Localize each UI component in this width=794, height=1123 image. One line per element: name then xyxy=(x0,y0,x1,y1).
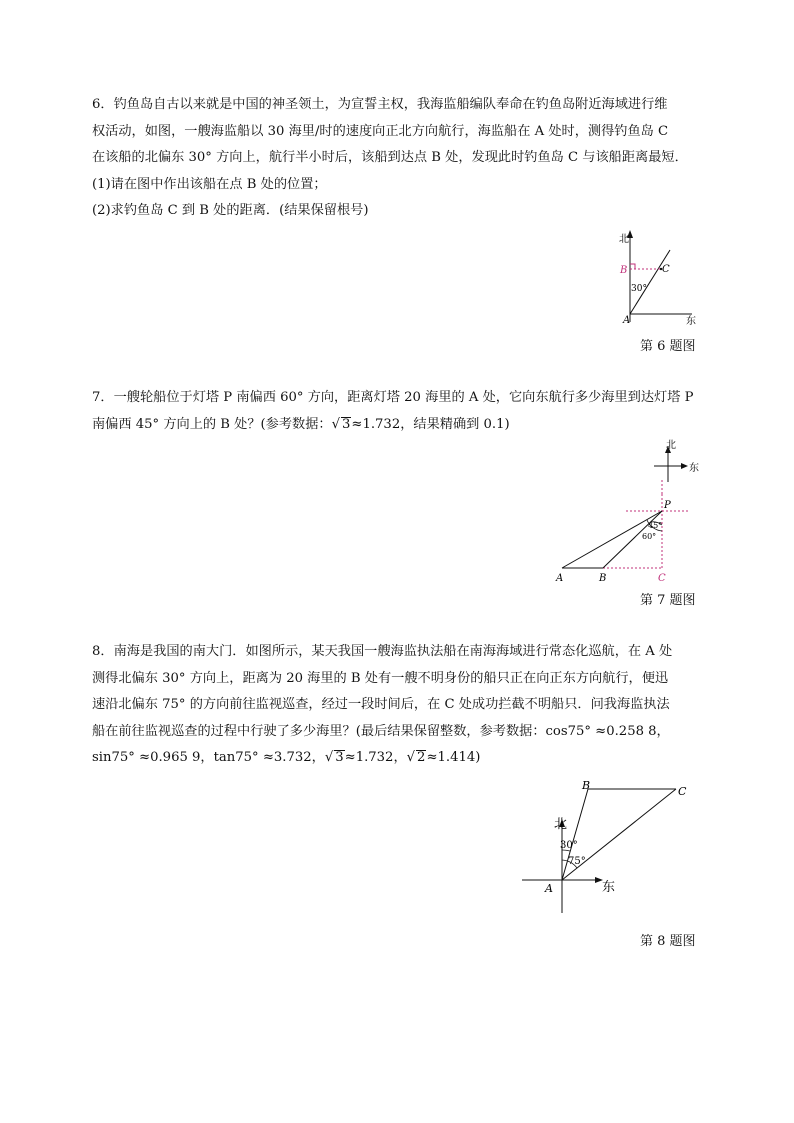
q8-line-5 xyxy=(92,745,704,772)
q7-radicand: 3 xyxy=(342,416,351,432)
q8-line-3: 速沿北偏东 75° 的方向前往监视巡查，经过一段时间后，在 C 处成功拦截不明船只．问我海监执法 xyxy=(92,697,670,712)
q6-figure xyxy=(618,228,708,328)
q6-angle-label: 30° xyxy=(631,284,647,294)
question-7-text xyxy=(92,385,704,438)
q7-label-c: C xyxy=(658,573,666,584)
q8-label-b: B xyxy=(582,779,591,792)
q7-angle-label-45: 45° xyxy=(648,521,663,530)
q8-angle-label-30: 30° xyxy=(560,840,578,851)
q7-label-a: A xyxy=(556,573,564,584)
q6-line-2: 权活动，如图，一艘海监船以 30 海里/时的速度向正北方向航行，海监船在 A 处时，测得钓鱼岛 C xyxy=(92,123,669,139)
q7-angle-label-60: 60° xyxy=(642,532,657,541)
q6-line-3: 在该船的北偏东 30° 方向上，航行半小时后，该船到达点 B 处，发现此时钓鱼岛 C 与该船距离最短． xyxy=(92,150,688,165)
q8-line-5-pre: sin75° ≈0.965 9，tan75° ≈3.732， xyxy=(92,750,325,765)
q6-line-4: (1)请在图中作出该船在点 B 处的位置； xyxy=(92,176,327,192)
q6-label-b: B xyxy=(620,265,628,276)
q8-north-label: 北 xyxy=(554,817,568,832)
q7-figure xyxy=(550,438,700,588)
q8-label-a: A xyxy=(545,882,553,895)
q8-east-label: 东 xyxy=(602,880,616,895)
q7-east-arrow-icon xyxy=(681,463,688,469)
q7-label-p: P xyxy=(664,500,671,511)
q7-line-2-post: ≈1.732，结果精确到 0.1) xyxy=(351,416,510,432)
q8-radicand-2: 2 xyxy=(417,750,426,765)
q7-north-label: 北 xyxy=(666,440,676,451)
q7-east-label: 东 xyxy=(689,463,699,474)
q6-label-c: C xyxy=(662,264,670,275)
q6-label-a: A xyxy=(623,315,631,326)
q8-angle-label-75: 75° xyxy=(568,856,586,867)
q8-caption: 第 8 题图 xyxy=(640,934,696,949)
q6-right-angle-mark xyxy=(630,264,635,269)
q6-caption: 第 6 题图 xyxy=(640,339,696,354)
q8-line-5-post: ≈1.414) xyxy=(426,750,481,765)
sqrt-icon: √ xyxy=(331,416,341,432)
sqrt-icon: √ xyxy=(324,750,334,765)
q6-line-5: (2)求钓鱼岛 C 到 B 处的距离．(结果保留根号) xyxy=(92,203,369,218)
q6-east-label: 东 xyxy=(686,316,696,327)
q7-caption: 第 7 题图 xyxy=(640,593,696,608)
q8-figure xyxy=(520,775,710,925)
q7-line-2 xyxy=(92,412,704,439)
q8-line-1: 8．南海是我国的南大门．如图所示，某天我国一艘海监执法船在南海海域进行常态化巡航，在 A 处 xyxy=(92,644,673,659)
q8-line-2: 测得北偏东 30° 方向上，距离为 20 海里的 B 处有一艘不明身份的船只正在向正东方向航行，便迅 xyxy=(92,670,669,686)
q8-label-c: C xyxy=(678,785,687,798)
q8-line-5-mid: ≈1.732， xyxy=(344,750,407,765)
sqrt-icon: √ xyxy=(406,750,416,765)
q8-radicand-1: 3 xyxy=(335,750,344,765)
q8-line-4: 船在前往监视巡查的过程中行驶了多少海里？(最后结果保留整数，参考数据：cos75° ≈0.258 8， xyxy=(92,723,670,739)
q7-label-b: B xyxy=(599,573,607,584)
q7-line-2-pre: 南偏西 45° 方向上的 B 处？(参考数据： xyxy=(92,416,332,432)
q7-line-1: 7．一艘轮船位于灯塔 P 南偏西 60° 方向，距离灯塔 20 海里的 A 处，它向东航行多少海里到达灯塔 P xyxy=(92,390,694,405)
q6-line-1: 6．钓鱼岛自古以来就是中国的神圣领土，为宣誓主权，我海监船编队奉命在钓鱼岛附近海域进行维 xyxy=(92,97,668,112)
question-8-text xyxy=(92,639,704,772)
q6-north-label: 北 xyxy=(619,234,629,245)
question-6-text xyxy=(92,92,704,225)
q6-line-ac xyxy=(630,250,670,314)
